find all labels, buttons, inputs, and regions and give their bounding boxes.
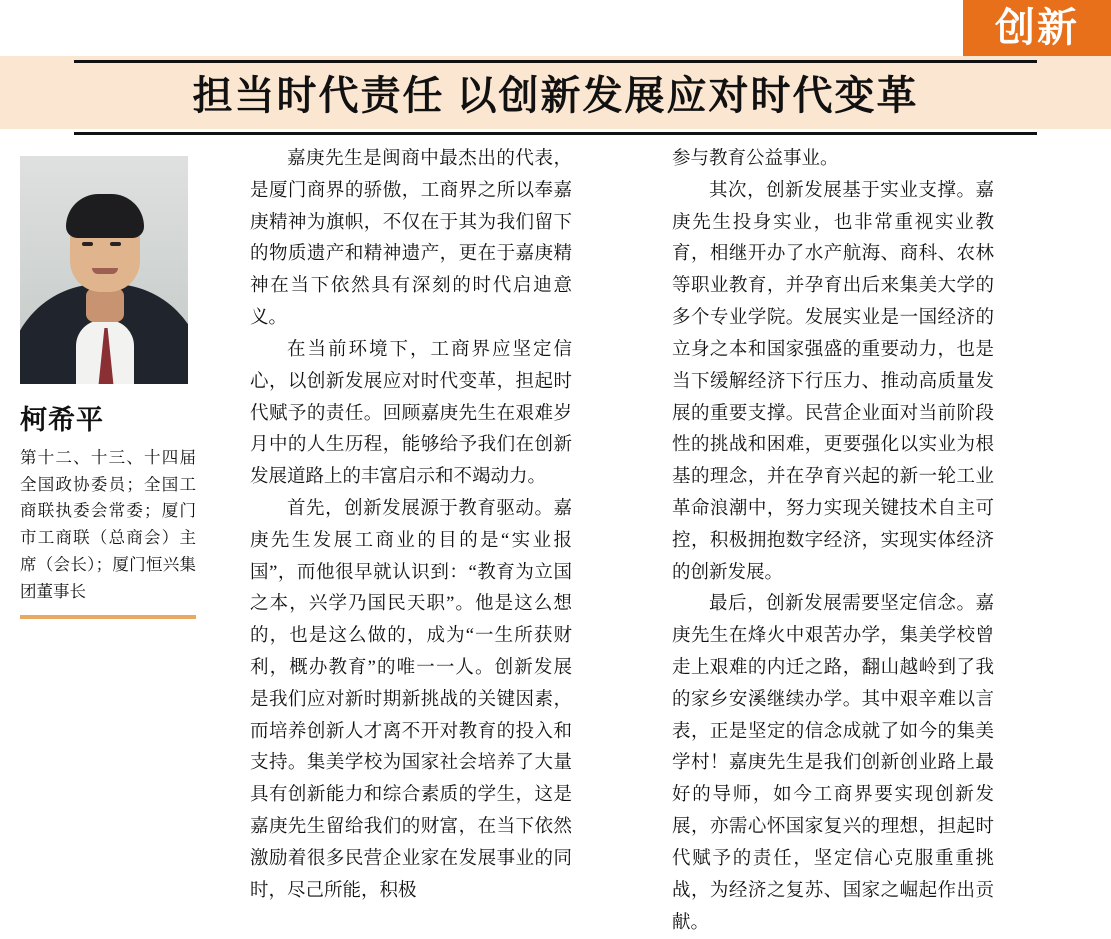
paragraph: 在当前环境下，工商界应坚定信心，以创新发展应对时代变革，担起时代赋予的责任。回顾嘉庚先生在艰难岁月中的人生历程，能够给予我们在创新发展道路上的丰富启示和不竭动力。 [250, 339, 572, 488]
portrait-hair [66, 194, 144, 238]
author-underline [20, 615, 196, 619]
paragraph: 最后，创新发展需要坚定信念。嘉庚先生在烽火中艰苦办学，集美学校曾走上艰难的内迁之路，翻山越岭到了我的家乡安溪继续办学。其中艰辛难以言表，正是坚定的信念成就了如今的集美学村！嘉庚先生是我们创新创业路上最好的导师，如今工商界要实现创新发展，亦需心怀国家复兴的理想，担起时代赋予的责任，坚定信心克服重重挑战，为经济之复苏、国家之崛起作出贡献。 [672, 594, 994, 933]
paragraph: 参与教育公益事业。 [672, 149, 839, 169]
paragraph: 其次，创新发展基于实业支撑。嘉庚先生投身实业，也非常重视实业教育，相继开办了水产航海、商科、农林等职业教育，并孕育出后来集美大学的多个专业学院。发展实业是一国经济的立身之本和国家强盛的重要动力，也是当下缓解经济下行压力、推动高质量发展的重要支撑。民营企业面对当前阶段性的挑战和困难，更要强化以实业为根基的理念，并在孕育兴起的新一轮工业革命浪潮中，努力实现关键技术自主可控，积极拥抱数字经济，实现实体经济的创新发展。 [672, 180, 994, 583]
author-name: 柯希平 [20, 405, 104, 435]
portrait-mouth [92, 268, 118, 274]
article-body [0, 142, 1111, 933]
portrait-eye-right [110, 242, 121, 246]
paragraph: 嘉庚先生是闽商中最杰出的代表，是厦门商界的骄傲，工商界之所以奉嘉庚精神为旗帜，不仅在于其为我们留下的物质遗产和精神遗产，更在于嘉庚精神在当下依然具有深刻的时代启迪意义。 [250, 149, 572, 329]
portrait-neck [86, 288, 124, 322]
author-portrait [20, 156, 188, 384]
author-block [20, 156, 216, 619]
article-column-3 [672, 144, 994, 939]
portrait-eye-left [82, 242, 93, 246]
innovation-badge-label: 创新 [995, 5, 1079, 50]
article-column-2 [250, 144, 572, 908]
innovation-badge [963, 0, 1111, 56]
paragraph: 首先，创新发展源于教育驱动。嘉庚先生发展工商业的目的是“实业报国”，而他很早就认识到：“教育为立国之本，兴学乃国民天职”。他是这么想的，也是这么做的，成为“一生所获财利，概办教育”的唯一一人。创新发展是我们应对新时期新挑战的关键因素，而培养创新人才离不开对教育的投入和支持。集美学校为国家社会培养了大量具有创新能力和综合素质的学生，这是嘉庚先生留给我们的财富，在当下依然激励着很多民营企业家在发展事业的同时，尽己所能，积极 [250, 498, 572, 901]
author-bio: 第十二、十三、十四届全国政协委员；全国工商联执委会常委；厦门市工商联（总商会）主席（会长）；厦门恒兴集团董事长 [20, 448, 196, 601]
page-title: 担当时代责任 以创新发展应对时代变革 [192, 73, 919, 118]
headline-rule-bottom [74, 132, 1037, 135]
